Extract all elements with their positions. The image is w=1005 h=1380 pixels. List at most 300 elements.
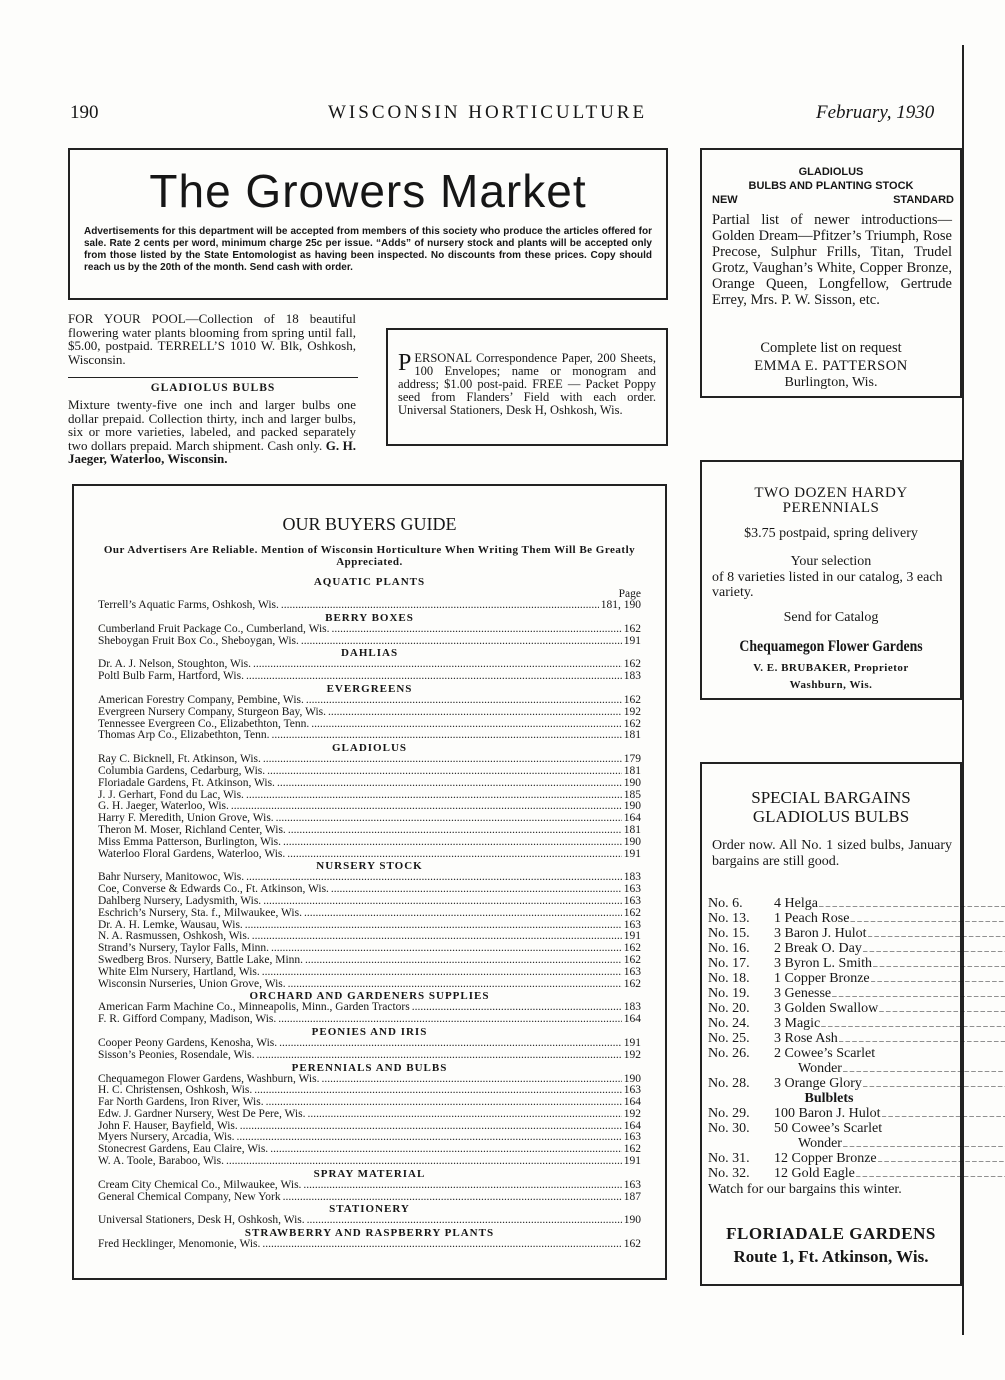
dash-leader — [882, 1106, 1005, 1121]
guide-category: STRAWBERRY AND RASPBERRY PLANTS — [244, 1227, 495, 1240]
guide-entry-page: 192 — [623, 705, 641, 718]
guide-entry — [98, 624, 641, 636]
guide-entry-name: Sisson’s Peonies, Rosendale, Wis. — [98, 1048, 255, 1061]
guide-entry — [98, 1215, 641, 1227]
guide-entry-page: 164 — [623, 812, 641, 825]
guide-entry-name: Eschrich’s Nursery, Sta. f., Milwaukee, Wis. — [98, 906, 302, 919]
bargain-detail — [774, 1106, 1005, 1121]
dot-leader — [245, 920, 622, 932]
guide-entry-page: 162 — [623, 693, 641, 706]
bargain-detail — [774, 911, 1005, 926]
guide-entry-name: N. A. Rasmussen, Oshkosh, Wis. — [98, 930, 250, 943]
ad-patterson-new: NEW — [712, 194, 738, 206]
dot-leader — [263, 754, 622, 766]
bargain-variety: 50 Cowee’s Scarlet — [774, 1121, 883, 1136]
ad-patterson-heading2: BULBS AND PLANTING STOCK — [748, 180, 914, 192]
guide-entry-page: 181 — [623, 823, 641, 836]
guide-entry-page: 183 — [623, 1001, 641, 1014]
bargain-number: No. 13. — [708, 911, 750, 926]
bargain-number: No. 28. — [708, 1076, 750, 1091]
bargain-number: No. 26. — [708, 1046, 750, 1061]
bargain-number: No. 17. — [708, 956, 750, 971]
guide-entry — [98, 967, 641, 979]
dot-leader — [278, 1014, 621, 1026]
guide-entry-page: 163 — [623, 918, 641, 931]
growers-market-box — [68, 148, 668, 300]
guide-entry-name: Cream City Chemical Co., Milwaukee, Wis. — [98, 1178, 302, 1191]
guide-entry-page: 163 — [623, 1084, 641, 1097]
bargain-item — [708, 941, 950, 956]
guide-category: BERRY BOXES — [325, 611, 414, 624]
guide-entry-name: Strand’s Nursery, Taylor Falls, Minn. — [98, 942, 270, 955]
bargain-item-continued — [708, 1136, 950, 1151]
guide-entry-name: Bahr Nursery, Manitowoc, Wis. — [98, 871, 245, 884]
guide-category: GLADIOLUS — [331, 742, 408, 755]
guide-entry-page: 191 — [623, 1155, 641, 1168]
ad-chequamegon-box — [700, 460, 962, 700]
guide-entry-name: Stonecrest Gardens, Eau Claire, Wis. — [98, 1143, 269, 1156]
ad-chequamegon-text1: Your selection — [790, 554, 872, 569]
dot-leader — [331, 884, 622, 896]
guide-entry-name: Harry F. Meredith, Union Grove, Wis. — [98, 812, 274, 825]
guide-entry-page: 163 — [623, 883, 641, 896]
bargain-detail — [774, 896, 1005, 911]
dot-leader — [332, 624, 622, 636]
bargain-variety: 12 Copper Bronze — [774, 1151, 877, 1166]
guide-category: PEONIES AND IRIS — [311, 1025, 428, 1038]
ad-chequamegon-text2: of 8 varieties listed in our catalog, 3 each variety. — [712, 570, 943, 600]
ad-for-your-pool: FOR YOUR POOL—Collection of 18 beautiful flowering water plants blooming from spring until fall, $5.00, postpaid. TERRELL’S 1010 W. Blk, Oshkosh, Wisconsin. — [68, 311, 356, 367]
guide-entry-name: Wisconsin Nurseries, Union Grove, Wis. — [98, 977, 286, 990]
bargain-number: No. 16. — [708, 941, 750, 956]
guide-category: ORCHARD AND GARDENERS SUPPLIES — [249, 990, 490, 1003]
bargain-detail — [774, 1031, 1005, 1046]
buyers-guide-box — [72, 484, 667, 1280]
guide-entry — [98, 896, 641, 908]
classified-divider — [68, 377, 358, 378]
guide-entry-name: Terrell’s Aquatic Farms, Oshkosh, Wis. — [98, 599, 279, 611]
guide-entry-name: Myers Nursery, Arcadia, Wis. — [98, 1131, 235, 1144]
ad-personal-body: ERSONAL Correspondence Paper, 200 Sheets, 100 Envelopes; name or monogram and address; $1.00 post-paid. FREE — Packet Poppy seed from Flanders’ Field with each order. Universal Stationers, Desk H, Oshkosh, Wis. — [398, 351, 656, 417]
buyers-guide-title: OUR BUYERS GUIDE — [282, 514, 457, 534]
dot-leader — [271, 730, 621, 742]
guide-entry-name: Sheboygan Fruit Box Co., Sheboygan, Wis. — [98, 634, 299, 647]
ad-gladiolus-signature: G. H. Jaeger, Waterloo, Wisconsin. — [68, 437, 356, 466]
ad-personal-box — [386, 328, 668, 446]
guide-entry-page: 192 — [623, 1107, 641, 1120]
guide-entry-page: 185 — [623, 788, 641, 801]
dot-leader — [281, 600, 599, 612]
dash-leader — [878, 1151, 1005, 1166]
bargain-detail — [774, 1166, 1005, 1181]
guide-entry-page: 164 — [623, 1096, 641, 1109]
dot-leader — [267, 766, 622, 778]
ad-personal-text — [398, 352, 656, 417]
guide-entry-page: 190 — [623, 776, 641, 789]
bargain-detail — [774, 986, 1005, 1001]
bargain-variety: 100 Baron J. Hulot — [774, 1106, 881, 1121]
bargain-item — [708, 956, 950, 971]
bargain-number: No. 31. — [708, 1151, 750, 1166]
guide-entry — [98, 1156, 641, 1168]
dot-leader — [279, 1038, 622, 1050]
dot-leader — [287, 849, 621, 861]
bargain-variety: 3 Orange Glory — [774, 1076, 862, 1091]
dash-leader — [821, 1016, 1005, 1031]
guide-entry — [98, 766, 641, 778]
guide-entry-page: 162 — [623, 953, 641, 966]
bargain-variety: 3 Golden Swallow — [774, 1001, 879, 1016]
dot-leader — [246, 671, 622, 683]
guide-entry-page: 192 — [623, 1048, 641, 1061]
guide-entry-name: Miss Emma Patterson, Burlington, Wis. — [98, 835, 282, 848]
bargain-item — [708, 971, 950, 986]
guide-entry-name: Poltl Bulb Farm, Hartford, Wis. — [98, 670, 244, 683]
dot-leader — [254, 1085, 621, 1097]
ad-personal-initial: P — [398, 350, 412, 376]
bargain-variety: Wonder — [798, 1061, 842, 1076]
guide-entry-page: 183 — [623, 871, 641, 884]
guide-entry-name: Far North Gardens, Iron River, Wis. — [98, 1096, 264, 1109]
guide-entry-page: 179 — [623, 753, 641, 766]
bargain-number: No. 29. — [708, 1106, 750, 1121]
buyers-guide-subtitle: Our Advertisers Are Reliable. Mention of Wisconsin Horticulture When Writing Them Will Be Greatly Appreciated. — [103, 544, 636, 568]
dot-leader — [271, 943, 622, 955]
dot-leader — [263, 896, 622, 908]
guide-entry — [98, 671, 641, 683]
guide-category: DAHLIAS — [340, 647, 399, 660]
dot-leader — [328, 707, 622, 719]
bargain-variety: Wonder — [798, 1136, 842, 1151]
ad-floriadale-heading: SPECIAL BARGAINS GLADIOLUS BULBS — [751, 788, 911, 826]
ad-patterson-list-line: Complete list on request — [760, 340, 902, 356]
bargain-variety: 2 Break O. Day — [774, 941, 862, 956]
bargain-variety: 3 Magic — [774, 1016, 821, 1031]
dash-leader — [843, 1136, 1005, 1151]
dot-leader — [303, 1180, 621, 1192]
ad-patterson-town: Burlington, Wis. — [784, 375, 878, 390]
dot-leader — [288, 979, 622, 991]
guide-entry — [98, 837, 641, 849]
guide-entry-page: 163 — [623, 965, 641, 978]
guide-entry-name: Evergreen Nursery Company, Sturgeon Bay, Wis. — [98, 705, 327, 718]
guide-entry — [98, 636, 641, 648]
guide-entry-page: 190 — [623, 835, 641, 848]
ad-patterson-name: EMMA E. PATTERSON — [754, 358, 908, 374]
bargain-detail — [774, 1046, 950, 1061]
guide-entry-page: 163 — [623, 1178, 641, 1191]
guide-entry-page: 187 — [623, 1190, 641, 1203]
bargain-number: No. 20. — [708, 1001, 750, 1016]
guide-entry-page: 163 — [623, 1131, 641, 1144]
dash-leader — [868, 926, 1005, 941]
guide-entry-page: 190 — [623, 1072, 641, 1085]
guide-entry-page: 162 — [623, 717, 641, 730]
bargain-detail — [774, 941, 1005, 956]
guide-entry-name: Thomas Arp Co., Elizabethton, Tenn. — [98, 729, 270, 742]
guide-entry-name: American Forestry Company, Pembine, Wis. — [98, 693, 304, 706]
growers-market-title: The Growers Market — [149, 165, 587, 217]
dot-leader — [262, 1239, 621, 1251]
bargain-subheading: Bulblets — [804, 1091, 854, 1106]
dash-leader — [819, 896, 1005, 911]
dash-leader — [873, 956, 1005, 971]
ad-floriadale-address: Route 1, Ft. Atkinson, Wis. — [733, 1247, 929, 1266]
guide-entry — [98, 695, 641, 707]
bargain-item — [708, 1031, 950, 1046]
guide-entry-name: Theron M. Moser, Richland Center, Wis. — [98, 823, 286, 836]
bargain-item — [708, 911, 950, 926]
dash-leader — [832, 986, 1005, 1001]
guide-entry-page: 181 — [623, 729, 641, 742]
guide-entry-name: General Chemical Company, New York — [98, 1190, 281, 1203]
dot-leader — [270, 1144, 622, 1156]
dot-leader — [262, 967, 622, 979]
bargain-detail — [774, 971, 1005, 986]
bargain-item — [708, 1001, 950, 1016]
bargain-item-continued — [708, 1061, 950, 1076]
dash-leader — [863, 1076, 1005, 1091]
dot-leader — [304, 908, 622, 920]
guide-entry-name: F. R. Gifford Company, Madison, Wis. — [98, 1013, 277, 1026]
bargain-detail — [774, 1121, 950, 1136]
ad-floriadale-box — [700, 762, 962, 1286]
dot-leader — [283, 837, 622, 849]
ad-chequamegon-town: Washburn, Wis. — [789, 679, 873, 691]
guide-entry-page: 162 — [623, 622, 641, 635]
bargain-variety: 12 Gold Eagle — [774, 1166, 855, 1181]
dash-leader — [879, 1001, 1005, 1016]
bargain-number: No. 6. — [708, 896, 743, 911]
guide-entry-name: Universal Stationers, Desk H, Oshkosh, Wis. — [98, 1214, 305, 1227]
ad-floriadale-intro: Order now. All No. 1 sized bulbs, January bargains are still good. — [712, 838, 952, 869]
guide-category: PERENNIALS AND BULBS — [291, 1061, 448, 1074]
ad-chequamegon-heading: TWO DOZEN HARDY PERENNIALS — [754, 485, 908, 516]
guide-entry — [98, 825, 641, 837]
ad-chequamegon-proprietor: V. E. BRUBAKER, Proprietor — [753, 662, 909, 674]
dot-leader — [307, 1109, 621, 1121]
guide-entry — [98, 908, 641, 920]
guide-category: NURSERY STOCK — [316, 860, 423, 873]
guide-entry-name: Tennessee Evergreen Co., Elizabethton, Tenn. — [98, 717, 310, 730]
guide-entry-name: Coe, Converse & Edwards Co., Ft. Atkinson, Wis. — [98, 883, 329, 896]
guide-entry-name: Dr. A. J. Nelson, Stoughton, Wis. — [98, 658, 251, 671]
ad-chequamegon-catalog: Send for Catalog — [783, 610, 879, 625]
guide-entry-page: 163 — [623, 894, 641, 907]
bargain-variety: 1 Copper Bronze — [774, 971, 870, 986]
bargain-variety: 3 Byron L. Smith — [774, 956, 873, 971]
guide-entry-name: G. H. Jaeger, Waterloo, Wis. — [98, 800, 229, 813]
ad-gladiolus-heading: GLADIOLUS BULBS — [150, 382, 276, 394]
guide-category: AQUATIC PLANTS — [313, 576, 426, 588]
guide-entry-name: Chequamegon Flower Gardens, Washburn, Wis. — [98, 1072, 320, 1085]
dot-leader — [283, 1192, 622, 1204]
dash-leader — [839, 1031, 1005, 1046]
guide-entry-name: Dr. A. H. Lemke, Wausau, Wis. — [98, 918, 243, 931]
guide-entry — [98, 1180, 641, 1192]
bargain-item — [708, 1076, 950, 1091]
bargain-detail — [798, 1136, 1005, 1151]
guide-entry-page: 181, 190 — [600, 599, 641, 611]
guide-entry-page: 191 — [623, 634, 641, 647]
bargain-number: No. 24. — [708, 1016, 750, 1031]
dot-leader — [307, 1215, 622, 1227]
ad-floriadale-outro: Watch for our bargains this winter. — [708, 1182, 902, 1197]
journal-title: WISCONSIN HORTICULTURE — [328, 102, 648, 123]
guide-entry-page: 181 — [623, 764, 641, 777]
dash-leader — [871, 971, 1005, 986]
dot-leader — [240, 1121, 622, 1133]
guide-entry-page: 164 — [623, 1119, 641, 1132]
buyers-guide-list — [98, 576, 641, 1251]
guide-entry-name: American Farm Machine Co., Minneapolis, Minn., Garden Tractors — [98, 1001, 410, 1014]
guide-entry-name: H. C. Christensen, Oshkosh, Wis. — [98, 1084, 253, 1097]
guide-entry-name: Cooper Peony Gardens, Kenosha, Wis. — [98, 1036, 278, 1049]
bargain-variety: 4 Helga — [774, 896, 818, 911]
guide-entry-name: Swedberg Bros. Nursery, Battle Lake, Minn. — [98, 953, 304, 966]
bargain-variety: 3 Baron J. Hulot — [774, 926, 867, 941]
guide-entry-page: 164 — [623, 1013, 641, 1026]
guide-entry-page: 183 — [623, 670, 641, 683]
dash-leader — [863, 941, 1005, 956]
dot-leader — [253, 659, 622, 671]
guide-entry — [98, 1239, 641, 1251]
guide-entry — [98, 730, 641, 742]
ad-patterson-text: Partial list of newer introductions—Golden Dream—Pfitzer’s Triumph, Rose Precose, Sulphur Frills, Titan, Trudel Grotz, Vaughan’s White, Copper Bronze, Orange Queen, Longfellow, Gertrude Errey, Mrs. P. W. Sisson, etc. — [712, 212, 952, 308]
guide-entry — [98, 1050, 641, 1062]
guide-category: STATIONERY — [329, 1203, 410, 1216]
bargain-item — [708, 1106, 950, 1121]
dot-leader — [277, 778, 622, 790]
guide-entry-name: White Elm Nursery, Hartland, Wis. — [98, 965, 260, 978]
bargain-indent — [708, 1136, 798, 1151]
bargain-detail — [774, 1016, 1005, 1031]
bargain-item — [708, 926, 950, 941]
guide-entry-name: Cumberland Fruit Package Co., Cumberland, Wis. — [98, 622, 330, 635]
bargain-list — [708, 896, 950, 1181]
guide-entry-name: Fred Hecklinger, Menomonie, Wis. — [98, 1238, 261, 1251]
bargain-variety: 1 Peach Rose — [774, 911, 850, 926]
dot-leader — [311, 719, 621, 731]
dot-leader — [231, 801, 622, 813]
dot-leader — [226, 1156, 622, 1168]
guide-entry — [98, 600, 641, 612]
guide-entry — [98, 778, 641, 790]
guide-entry-page: 190 — [623, 1214, 641, 1227]
guide-entry-page: 191 — [623, 847, 641, 860]
dot-leader — [305, 955, 622, 967]
guide-entry-name: John F. Hauser, Bayfield, Wis. — [98, 1119, 238, 1132]
ad-gladiolus-body: Mixture twenty-five one inch and larger bulbs one dollar prepaid. Collection thirty, inch and larger bulbs, six or more varieties, labeled, and packed separately two dollars prepaid. March shipment. Cash only. — [68, 397, 356, 453]
guide-entry-page: 191 — [623, 930, 641, 943]
bargain-item — [708, 986, 950, 1001]
guide-entry — [98, 1038, 641, 1050]
guide-entry — [98, 955, 641, 967]
dot-leader — [321, 1074, 621, 1086]
growers-market-rules: Advertisements for this department will be accepted from members of this society who produce the articles offered for sale. Rate 2 cents per word, minimum charge 25c per issue. “Adds” of nursery stock and plants will be accepted only from those listed by the State Entomologist as having been inspected. No discounts from these prices. Copy should reach us by the 20th of the month. Send cash with order. — [84, 226, 652, 273]
bargain-number: No. 19. — [708, 986, 750, 1001]
bargain-item — [708, 1151, 950, 1166]
dash-leader — [843, 1061, 1005, 1076]
dash-leader — [856, 1166, 1005, 1181]
guide-entry-page: 162 — [623, 658, 641, 671]
dot-leader — [412, 1002, 622, 1014]
bargain-detail — [774, 956, 1005, 971]
dot-leader — [306, 695, 622, 707]
guide-entry-name: Waterloo Floral Gardens, Waterloo, Wis. — [98, 847, 286, 860]
guide-entry-page: 162 — [623, 942, 641, 955]
page-number: 190 — [70, 102, 99, 123]
bargain-number: No. 30. — [708, 1121, 750, 1136]
guide-entry-name: J. J. Gerhart, Fond du Lac, Wis. — [98, 788, 244, 801]
bargain-item — [708, 896, 950, 911]
bargain-detail — [774, 1001, 1005, 1016]
guide-entry-name: Edw. J. Gardner Nursery, West De Pere, Wis. — [98, 1107, 306, 1120]
guide-entry-page: 162 — [623, 906, 641, 919]
guide-entry-name: W. A. Toole, Baraboo, Wis. — [98, 1155, 224, 1168]
ad-patterson-standard: STANDARD — [893, 194, 954, 206]
guide-entry-page: 162 — [623, 1143, 641, 1156]
guide-page-label: Page — [618, 588, 641, 600]
ad-patterson-box — [700, 148, 962, 398]
dot-leader — [288, 825, 622, 837]
dot-leader — [252, 931, 622, 943]
guide-entry-page: 191 — [623, 1036, 641, 1049]
guide-entry-page: 190 — [623, 800, 641, 813]
dot-leader — [257, 1050, 622, 1062]
bargain-variety: 3 Genesse — [774, 986, 832, 1001]
guide-entry — [98, 707, 641, 719]
guide-entry — [98, 1109, 641, 1121]
guide-entry-name: Dahlberg Nursery, Ladysmith, Wis. — [98, 894, 262, 907]
bargain-detail — [774, 1151, 1005, 1166]
dot-leader — [237, 1132, 622, 1144]
guide-entry-page: 162 — [623, 1238, 641, 1251]
guide-entry — [98, 1192, 641, 1204]
ad-chequamegon-price: $3.75 postpaid, spring delivery — [744, 526, 918, 541]
bargain-number: No. 32. — [708, 1166, 750, 1181]
bargain-indent — [708, 1061, 798, 1076]
dot-leader — [266, 1097, 622, 1109]
bargain-variety: 3 Rose Ash — [774, 1031, 838, 1046]
guide-entry-name: Columbia Gardens, Cedarburg, Wis. — [98, 764, 266, 777]
guide-entry — [98, 849, 641, 861]
dash-leader — [850, 911, 1005, 926]
dot-leader — [276, 813, 622, 825]
ad-gladiolus-text — [68, 398, 356, 466]
bargain-item — [708, 1046, 950, 1061]
bargain-number: No. 18. — [708, 971, 750, 986]
bargain-number: No. 25. — [708, 1031, 750, 1046]
guide-entry-name: Floriadale Gardens, Ft. Atkinson, Wis. — [98, 776, 275, 789]
ad-chequamegon-name: Chequamegon Flower Gardens — [739, 638, 923, 655]
bargain-item — [708, 1166, 950, 1181]
bargain-detail — [774, 926, 1005, 941]
ad-floriadale-name: FLORIADALE GARDENS — [726, 1224, 936, 1243]
guide-category: SPRAY MATERIAL — [313, 1167, 426, 1180]
bargain-detail — [798, 1061, 1005, 1076]
dot-leader — [246, 790, 622, 802]
bargain-item — [708, 1016, 950, 1031]
bargain-variety: 2 Cowee’s Scarlet — [774, 1046, 876, 1061]
guide-category: EVERGREENS — [326, 682, 413, 695]
bargain-number: No. 15. — [708, 926, 750, 941]
guide-entry-name: Ray C. Bicknell, Ft. Atkinson, Wis. — [98, 753, 261, 766]
bargain-item — [708, 1121, 950, 1136]
guide-entry — [98, 1014, 641, 1026]
issue-date: February, 1930 — [816, 102, 935, 123]
ad-patterson-heading1: GLADIOLUS — [798, 166, 864, 178]
